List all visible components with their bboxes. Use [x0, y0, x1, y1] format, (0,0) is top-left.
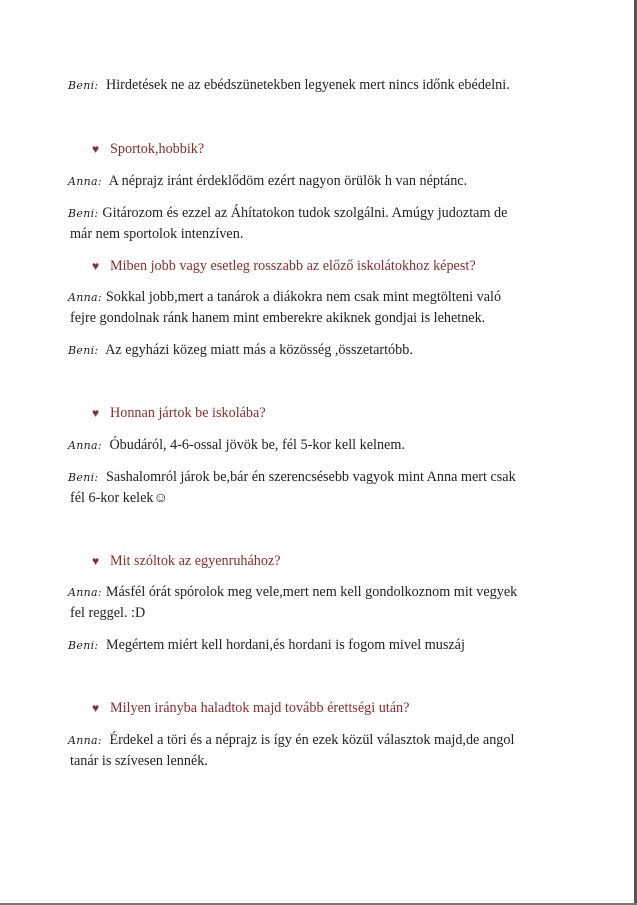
answer-text: Hirdetések ne az ebédszünetekben legyenek mert nincs időnk ebédelni.	[105, 77, 510, 93]
answer-line	[68, 203, 507, 224]
answer-text: Sokkal jobb,mert a tanárok a diákokra nem csak mint megtölteni való	[105, 289, 502, 305]
answer-text: A néprajz iránt érdeklődöm ezért nagyon örülök h van néptánc.	[108, 173, 468, 189]
answer-text: Sashalomról járok be,bár én szerencsésebb vagyok mint Anna mert csak	[105, 469, 516, 485]
question-text: Honnan jártok be iskolába?	[110, 405, 266, 421]
question	[92, 698, 409, 719]
answer-line	[68, 171, 467, 192]
speaker-label: Anna:	[68, 734, 102, 747]
heart-bullet-icon: ♥	[92, 406, 100, 420]
answer-text: Megértem miért kell hordani,és hordani is fogom mivel muszáj	[105, 637, 465, 653]
answer-line	[68, 287, 501, 308]
answer-line	[68, 467, 516, 488]
answer-text: Az egyházi közeg miatt más a közösség ,összetartóbb.	[105, 342, 413, 358]
answer-line	[68, 730, 514, 751]
speaker-label: Beni:	[68, 471, 99, 484]
question	[92, 551, 281, 572]
answer-line-continued: fejre gondolnak ránk hanem mint emberekre akiknek gondjai is lehetnek.	[70, 310, 486, 326]
speaker-label: Beni:	[68, 79, 99, 92]
speaker-label: Anna:	[68, 175, 102, 188]
answer-line-continued: tanár is szívesen lennék.	[70, 753, 208, 769]
heart-bullet-icon: ♥	[92, 259, 100, 273]
answer-line	[68, 75, 510, 96]
heart-bullet-icon: ♥	[92, 554, 100, 568]
question	[92, 139, 204, 160]
question-text: Miben jobb vagy esetleg rosszabb az előző iskolátokhoz képest?	[110, 258, 476, 274]
answer-text: Óbudáról, 4-6-ossal jövök be, fél 5-kor kell kelnem.	[109, 437, 405, 453]
speaker-label: Anna:	[68, 586, 102, 599]
question	[92, 256, 476, 277]
speaker-label: Beni:	[68, 207, 99, 220]
answer-line	[68, 340, 413, 361]
heart-bullet-icon: ♥	[92, 701, 100, 715]
speaker-label: Anna:	[68, 439, 102, 452]
answer-line	[68, 635, 465, 656]
question	[92, 403, 266, 424]
question-text: Milyen irányba haladtok majd tovább érettségi után?	[110, 700, 410, 716]
answer-line	[68, 435, 405, 456]
answer-line-continued: fél 6-kor kelek☺	[70, 490, 168, 506]
speaker-label: Beni:	[68, 344, 99, 357]
answer-text: Érdekel a töri és a néprajz is így én ezek közül választok majd,de angol	[109, 732, 515, 748]
question-text: Sportok,hobbik?	[110, 141, 205, 157]
heart-bullet-icon: ♥	[92, 142, 100, 156]
answer-line	[68, 582, 517, 603]
answer-text: Másfél órát spórolok meg vele,mert nem kell gondolkoznom mit vegyek	[105, 584, 518, 600]
question-text: Mit szóltok az egyenruhához?	[110, 553, 281, 569]
answer-line-continued: fel reggel. :D	[70, 605, 146, 621]
speaker-label: Beni:	[68, 639, 99, 652]
answer-text: Gitározom és ezzel az Áhítatokon tudok szolgálni. Amúgy judoztam de	[102, 205, 508, 221]
speaker-label: Anna:	[68, 291, 102, 304]
answer-line-continued: már nem sportolok intenzíven.	[70, 226, 244, 242]
